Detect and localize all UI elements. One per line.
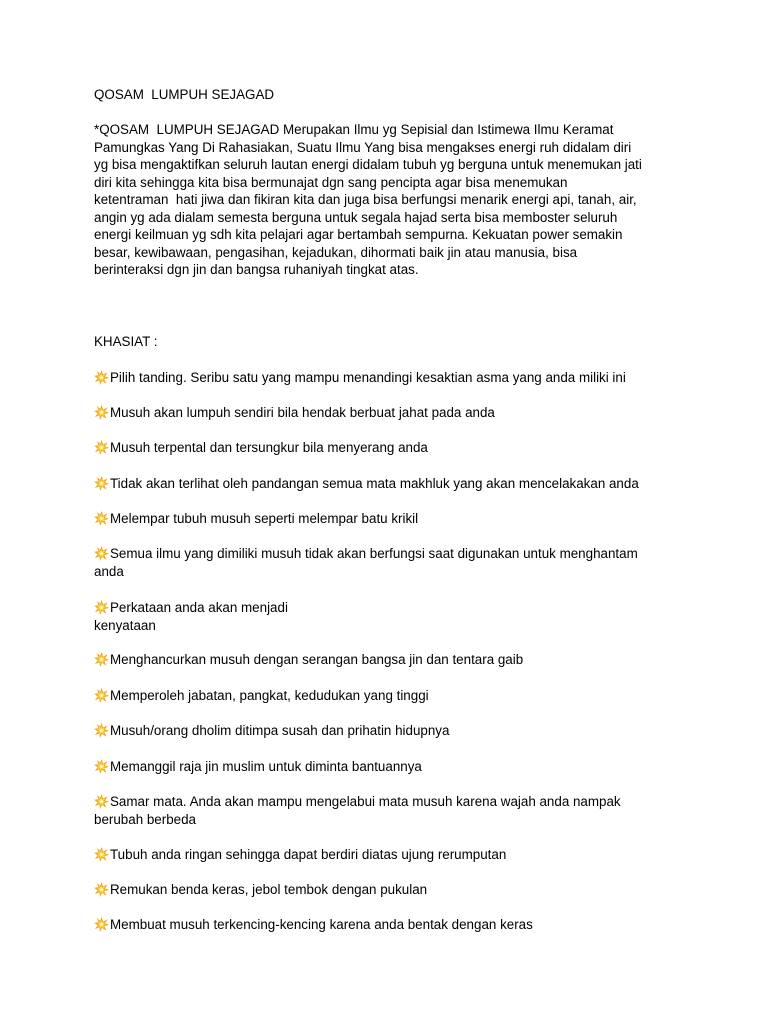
intro-line: *QOSAM LUMPUH SEJAGAD Merupakan Ilmu yg Sepisial dan Istimewa Ilmu Keramat (94, 122, 614, 137)
khasiat-item (94, 369, 684, 387)
khasiat-item (94, 510, 684, 528)
collision-burst-icon (94, 405, 109, 420)
intro-line: energi keilmuan yg sdh kita pelajari agar bertambah sempurna. Kekuatan power semakin (94, 227, 623, 242)
intro-line: berinteraksi dgn jin dan bangsa ruhaniyah tingkat atas. (94, 262, 419, 277)
collision-burst-icon (94, 476, 109, 491)
khasiat-item-text: kenyataan (94, 617, 156, 633)
khasiat-item-text: Perkataan anda akan menjadi (94, 599, 684, 617)
khasiat-item (94, 475, 684, 493)
khasiat-item (94, 439, 684, 457)
khasiat-item (94, 687, 684, 705)
khasiat-item-text: Tidak akan terlihat oleh pandangan semua mata makhluk yang akan mencelakakan anda (94, 475, 684, 493)
khasiat-item (94, 651, 684, 669)
khasiat-item (94, 916, 684, 934)
intro-line: Pamungkas Yang Di Rahasiakan, Suatu Ilmu Yang bisa mengakses energi ruh didalam diri (94, 139, 632, 155)
collision-burst-icon (94, 882, 109, 897)
collision-burst-icon (94, 917, 109, 932)
collision-burst-icon (94, 794, 109, 809)
khasiat-item-text: Memanggil raja jin muslim untuk diminta bantuannya (94, 758, 684, 776)
khasiat-item (94, 846, 684, 864)
collision-burst-icon (94, 759, 109, 774)
collision-burst-icon (94, 652, 109, 667)
collision-burst-icon (94, 370, 109, 385)
khasiat-item-text: Remukan benda keras, jebol tembok dengan pukulan (94, 881, 684, 899)
khasiat-item (94, 545, 684, 580)
khasiat-item-text: Menghancurkan musuh dengan serangan bangsa jin dan tentara gaib (94, 651, 684, 669)
khasiat-item-text: Musuh akan lumpuh sendiri bila hendak berbuat jahat pada anda (94, 404, 684, 422)
khasiat-heading: KHASIAT : (94, 334, 158, 349)
intro-line: angin yg ada dialam semesta berguna untuk segala hajad serta bisa memboster seluruh (94, 209, 618, 225)
khasiat-item (94, 404, 684, 422)
collision-burst-icon (94, 511, 109, 526)
khasiat-item-text: Musuh terpental dan tersungkur bila menyerang anda (94, 439, 684, 457)
khasiat-item (94, 881, 684, 899)
document-title: QOSAM LUMPUH SEJAGAD (94, 87, 275, 102)
collision-burst-icon (94, 688, 109, 703)
khasiat-item-text: Samar mata. Anda akan mampu mengelabui mata musuh karena wajah anda nampak (94, 793, 684, 811)
collision-burst-icon (94, 723, 109, 738)
khasiat-item-text: Melempar tubuh musuh seperti melempar batu krikil (94, 510, 684, 528)
khasiat-item-text: Membuat musuh terkencing-kencing karena anda bentak dengan keras (94, 916, 684, 934)
intro-line: ketentraman hati jiwa dan fikiran kita dan juga bisa berfungsi menarik energi api, tanah, air, (94, 192, 637, 207)
khasiat-item-text: Pilih tanding. Seribu satu yang mampu menandingi kesaktian asma yang anda miliki ini (94, 369, 684, 387)
khasiat-item (94, 758, 684, 776)
intro-paragraph (94, 121, 684, 279)
collision-burst-icon (94, 847, 109, 862)
intro-line: besar, kewibawaan, pengasihan, kejadukan, dihormati baik jin atau manusia, bisa (94, 244, 578, 260)
collision-burst-icon (94, 600, 109, 615)
khasiat-item-text: anda (94, 563, 124, 579)
khasiat-item (94, 722, 684, 740)
collision-burst-icon (94, 440, 109, 455)
intro-line: yg bisa mengaktifkan seluruh lautan energi didalam tubuh yg berguna untuk menemukan jati (94, 157, 642, 172)
khasiat-item-text: Musuh/orang dholim ditimpa susah dan prihatin hidupnya (94, 722, 684, 740)
khasiat-item-text: Memperoleh jabatan, pangkat, kedudukan yang tinggi (94, 687, 684, 705)
khasiat-item-text: Tubuh anda ringan sehingga dapat berdiri diatas ujung rerumputan (94, 846, 684, 864)
intro-line: diri kita sehingga kita bisa bermunajat dgn sang pencipta agar bisa menemukan (94, 174, 568, 190)
khasiat-item-text: Semua ilmu yang dimiliki musuh tidak akan berfungsi saat digunakan untuk menghantam (94, 545, 684, 563)
khasiat-item (94, 599, 684, 634)
collision-burst-icon (94, 546, 109, 561)
khasiat-item-text: berubah berbeda (94, 811, 197, 827)
khasiat-item (94, 793, 684, 828)
